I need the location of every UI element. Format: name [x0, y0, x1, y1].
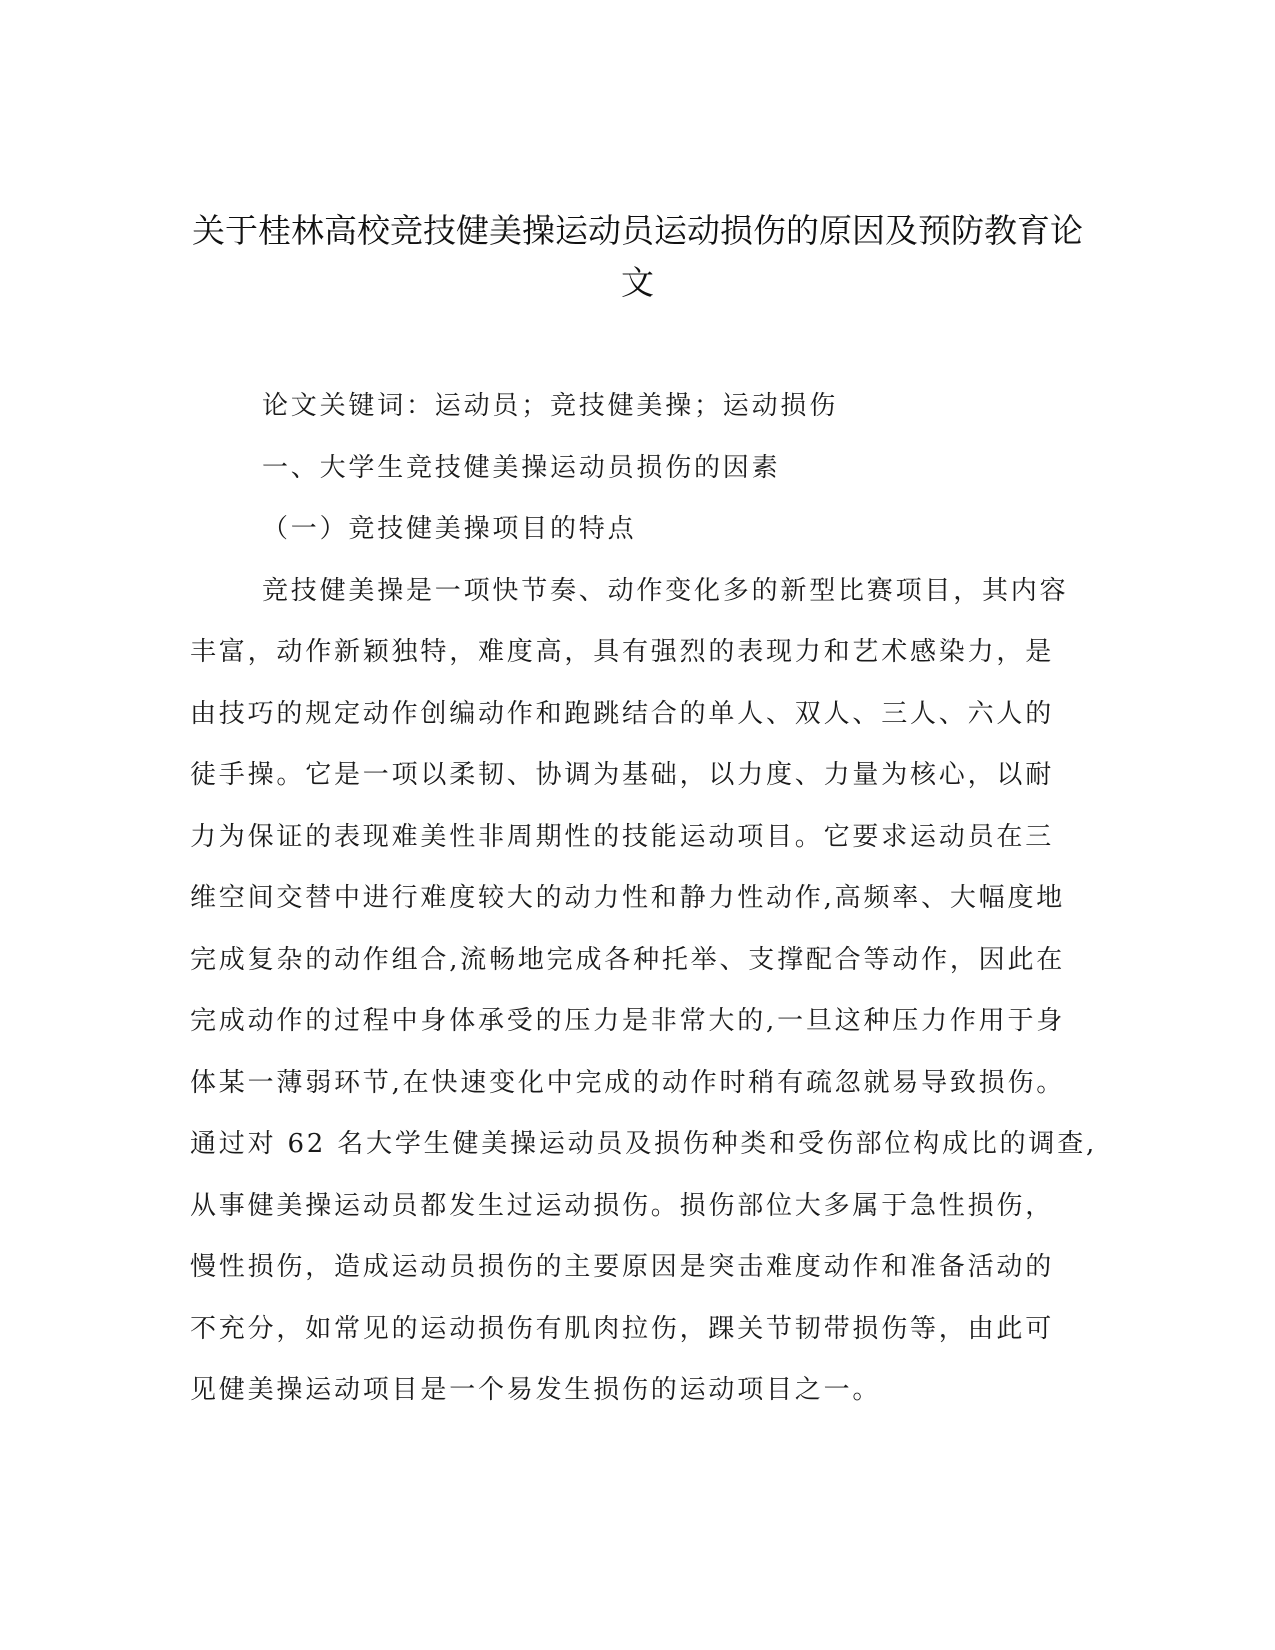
paragraph-line: 完成动作的过程中身体承受的压力是非常大的,一旦这种压力作用于身	[190, 1006, 1066, 1036]
document-body	[190, 376, 1098, 1422]
paragraph-line: 体某一薄弱环节,在快速变化中完成的动作时稍有疏忽就易导致损伤。	[190, 1067, 1066, 1098]
paragraph-line: 见健美操运动项目是一个易发生损伤的运动项目之一。	[190, 1375, 882, 1405]
paragraph-line: 通过对 62 名大学生健美操运动员及损伤种类和受伤部位构成比的调查,	[190, 1129, 1098, 1159]
paragraph-line: 丰富，动作新颖独特，难度高，具有强烈的表现力和艺术感染力，是	[190, 637, 1055, 667]
paragraph-line: 徒手操。它是一项以柔韧、协调为基础，以力度、力量为核心，以耐	[190, 760, 1055, 790]
document-title: 关于桂林高校竞技健美操运动员运动损伤的原因及预防教育论文	[192, 211, 1083, 302]
paragraph-line: 力为保证的表现难美性非周期性的技能运动项目。它要求运动员在三	[190, 821, 1055, 852]
paragraph-line: 竞技健美操是一项快节奏、动作变化多的新型比赛项目，其内容	[262, 575, 1069, 606]
paragraph-line: 不充分，如常见的运动损伤有肌肉拉伤，踝关节韧带损伤等，由此可	[190, 1313, 1055, 1344]
section-heading: 一、大学生竞技健美操运动员损伤的因素	[262, 452, 781, 483]
paragraph-line: 完成复杂的动作组合,流畅地完成各种托举、支撑配合等动作，因此在	[190, 944, 1066, 975]
paragraph-line: 从事健美操运动员都发生过运动损伤。损伤部位大多属于急性损伤，	[190, 1190, 1055, 1221]
keywords-line: 论文关键词：运动员；竞技健美操；运动损伤	[262, 391, 839, 421]
paragraph-line: 由技巧的规定动作创编动作和跑跳结合的单人、双人、三人、六人的	[190, 698, 1055, 729]
paragraph-line: 慢性损伤，造成运动员损伤的主要原因是突击难度动作和准备活动的	[190, 1252, 1055, 1282]
paragraph-line: 维空间交替中进行难度较大的动力性和静力性动作,高频率、大幅度地	[190, 883, 1066, 913]
subsection-heading: （一）竞技健美操项目的特点	[262, 514, 637, 544]
